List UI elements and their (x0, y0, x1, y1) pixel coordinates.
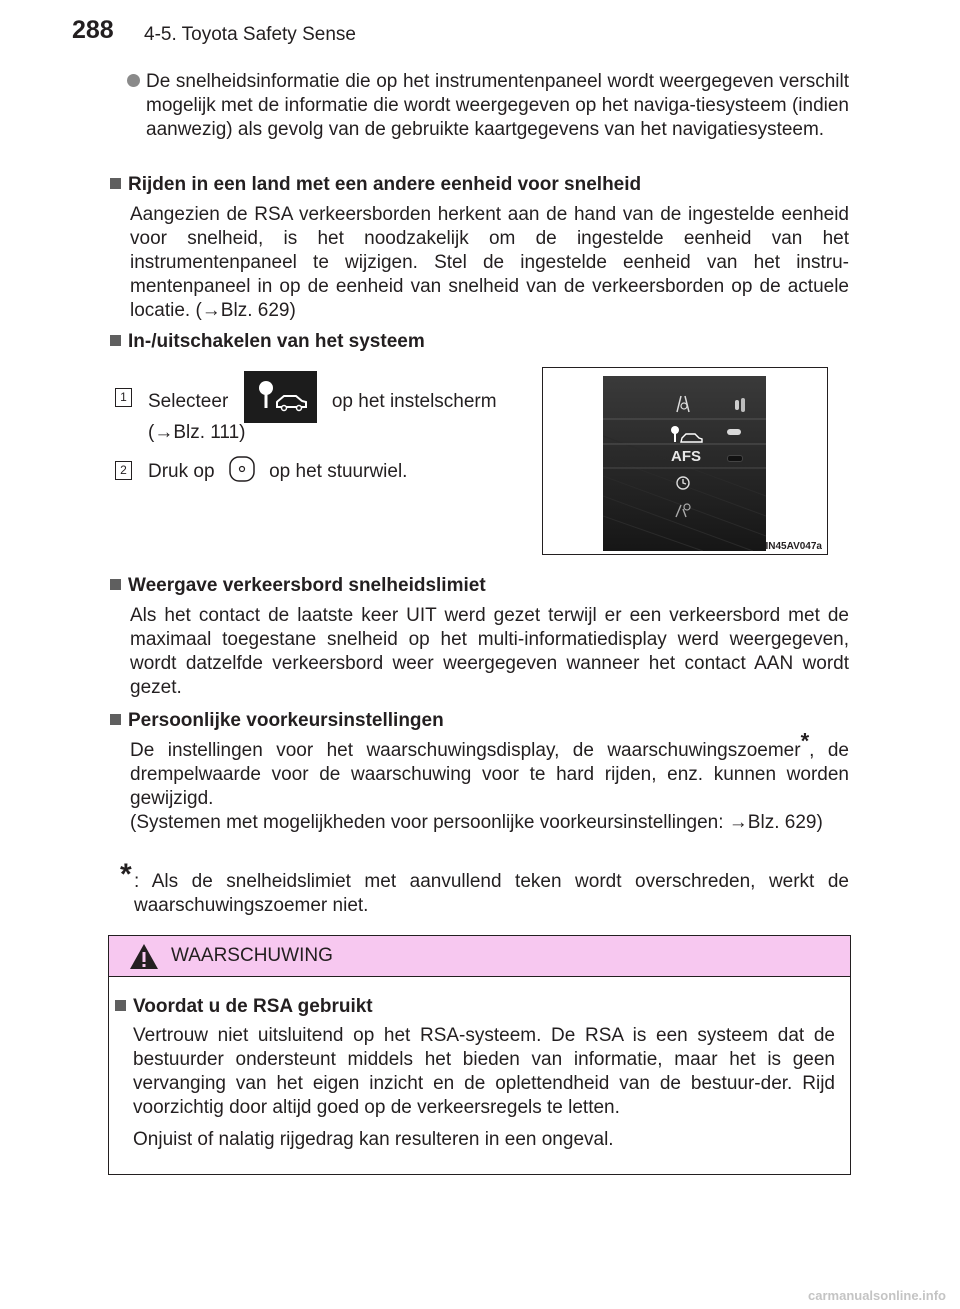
heading-personal-settings (110, 709, 444, 733)
warning-body-2: Onjuist of nalatig rijgedrag kan resulteren in een ongeval. (133, 1129, 614, 1150)
personal-settings-note: (Systemen met mogelijkheden voor persoonlijke voorkeursinstellingen: →Blz. 629) (130, 812, 823, 833)
step-1-text-b: op het instelscherm (331, 391, 497, 412)
square-bullet-icon (110, 714, 121, 725)
warning-body-1: Vertrouw niet uitsluitend op het RSA-systeem. De RSA is een systeem dat de bestuurder ondersteunt middels het bieden van informatie, maar het is geen vervanging van het eigen inzicht en de oplettendheid van de bestuur-der. Rijd voorzichtig door altijd goed op de verkeersregels te letten. (133, 1025, 835, 1118)
step-2-text (148, 455, 407, 490)
heading-text: Weergave verkeersbord snelheidslimiet (128, 575, 486, 596)
personal-settings-body (130, 728, 849, 811)
settings-icon (673, 501, 693, 519)
bullet-dot (127, 74, 140, 87)
warning-subheading (115, 995, 373, 1019)
section-title: 4-5. Toyota Safety Sense (144, 24, 356, 45)
step-2-text-a: Druk op (148, 461, 215, 482)
sound-icon (733, 396, 747, 414)
figure-code: IN45AV047a (765, 541, 822, 552)
heading-text: In-/uitschakelen van het systeem (128, 331, 425, 352)
heading-other-unit (110, 173, 641, 197)
intro-bullet-text: De snelheidsinformatie die op het instrumentenpaneel wordt weergegeven verschilt mogelijk met de informatie die wordt weergegeven op het naviga-tiesysteem (indien aanwezig) als gevolg van de gebruikte kaartgegevens van het navigatiesysteem. (146, 71, 849, 140)
warning-title: WAARSCHUWING (171, 945, 333, 966)
square-bullet-icon (110, 335, 121, 346)
square-bullet-icon (110, 178, 121, 189)
footnote-body: : Als de snelheidslimiet met aanvullend teken wordt overschreden, werkt de waarschuwingszoemer niet. (134, 871, 849, 916)
footnote-text (134, 870, 849, 918)
square-bullet-icon (110, 579, 121, 590)
on-indicator (727, 429, 741, 435)
step-2-text-b: op het stuurwiel. (269, 461, 408, 482)
off-indicator (727, 455, 743, 462)
heading-text: Persoonlijke voorkeursinstellingen (128, 710, 444, 731)
heading-sign-display (110, 574, 486, 598)
warning-box (108, 935, 851, 1175)
step-2-number: 2 (115, 461, 132, 480)
afs-label: AFS (671, 448, 701, 465)
asterisk-mark: * (800, 728, 810, 754)
heading-switch-system (110, 330, 425, 354)
other-unit-body: Aangezien de RSA verkeersborden herkent aan de hand van de ingestelde eenheid voor snelheid, is het noodzakelijk om de ingestelde eenheid van het instrumentenpaneel te wijzigen. Stel de ingestelde eenheid van het instru-mentenpaneel in op de eenheid van snelheid van de verkeersborden op de actuele locatie. (→Blz. 629) (130, 204, 849, 321)
page-number: 288 (72, 16, 114, 44)
warning-header (109, 936, 850, 977)
clock-icon (675, 475, 691, 491)
step-1-number: 1 (115, 388, 132, 407)
watermark: carmanualsonline.info (808, 1288, 946, 1303)
rsa-menu-icon (244, 371, 317, 423)
rsa-sign-icon (667, 424, 705, 444)
personal-settings-text-a: De instellingen voor het waarschuwingsdisplay, de waarschuwingszoemer (130, 740, 801, 761)
instrument-display-figure (542, 367, 828, 555)
footnote-mark: * (120, 858, 132, 891)
warning-subheading-text: Voordat u de RSA gebruikt (133, 996, 373, 1017)
steering-wheel-switch-icon (228, 455, 256, 490)
heading-text: Rijden in een land met een andere eenheid voor snelheid (128, 174, 642, 195)
lane-assist-icon (673, 394, 693, 414)
warning-triangle-icon (129, 943, 159, 970)
step-1-text-a: Selecteer (148, 391, 229, 412)
multi-info-display (603, 376, 766, 551)
personal-settings-text-b: , de drempelwaarde voor de waarschuwing voor te hard rijden, enz. kunnen worden gewijzigd. (130, 740, 849, 809)
step-1-ref: (→Blz. 111) (148, 422, 246, 443)
square-bullet-icon (115, 1000, 126, 1011)
step-1-text (148, 385, 497, 423)
sign-display-body: Als het contact de laatste keer UIT werd gezet terwijl er een verkeersbord met de maximaal toegestane snelheid op het multi-informatiedisplay werd weergegeven, wordt datzelfde verkeersbord weer weergegeven wanneer het contact AAN wordt gezet. (130, 605, 849, 698)
